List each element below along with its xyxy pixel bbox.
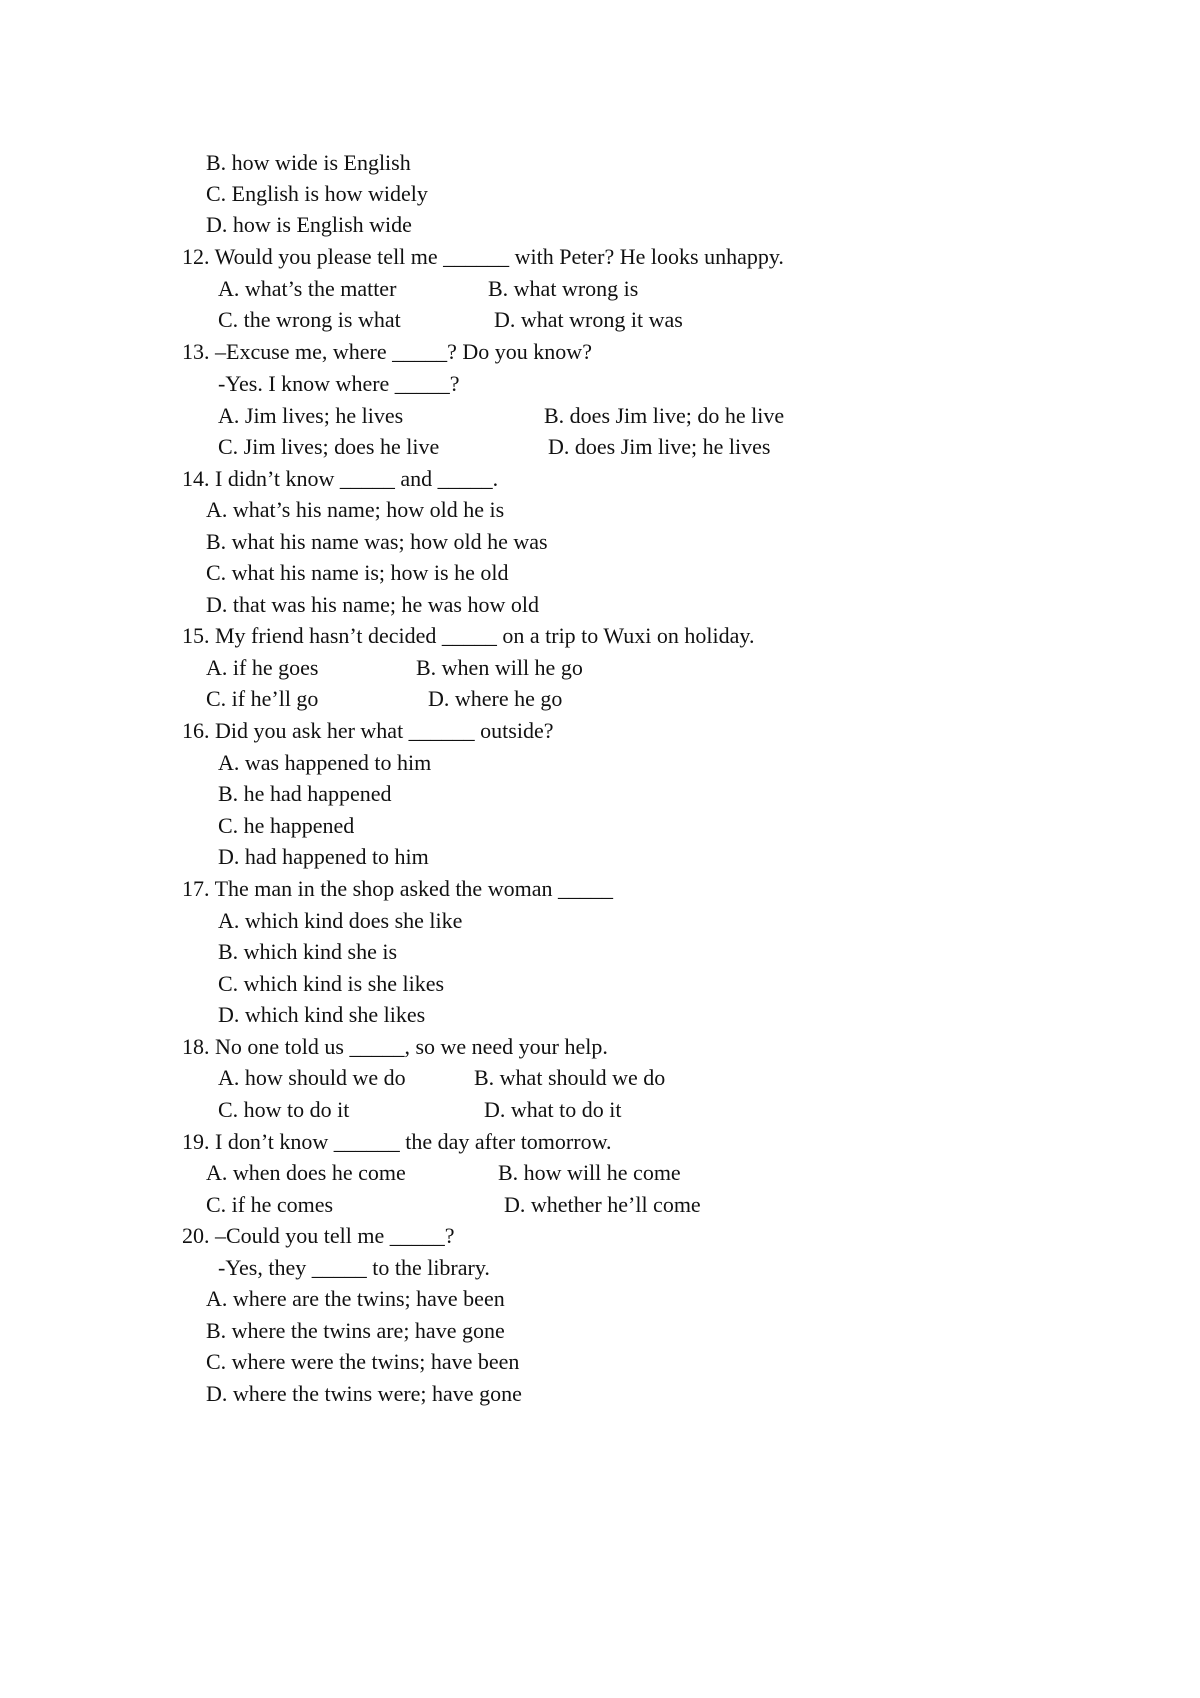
q20-stem-reply: -Yes, they _____ to the library.	[218, 1255, 490, 1280]
q12-option-b: B. what wrong is	[488, 276, 639, 301]
q13-option-d: D. does Jim live; he lives	[548, 434, 771, 459]
q13-option-b: B. does Jim live; do he live	[544, 403, 785, 428]
q16-option-c: C. he happened	[218, 813, 355, 838]
q15-option-c: C. if he’ll go	[206, 686, 319, 711]
q13-option-a: A. Jim lives; he lives	[218, 403, 404, 428]
q12-stem: 12. Would you please tell me ______ with Peter? He looks unhappy.	[182, 244, 784, 269]
q13-stem-reply: -Yes. I know where _____?	[218, 371, 460, 396]
q20-option-b: B. where the twins are; have gone	[206, 1318, 505, 1343]
q18-stem: 18. No one told us _____, so we need your help.	[182, 1034, 608, 1059]
q11-option-b: B. how wide is English	[206, 150, 411, 175]
q18-option-d: D. what to do it	[484, 1097, 622, 1122]
q20-stem: 20. –Could you tell me _____?	[182, 1223, 455, 1248]
q17-option-a: A. which kind does she like	[218, 908, 463, 933]
q17-option-c: C. which kind is she likes	[218, 971, 445, 996]
q16-stem: 16. Did you ask her what ______ outside?	[182, 718, 554, 743]
q16-option-b: B. he had happened	[218, 781, 392, 806]
q18-option-a: A. how should we do	[218, 1065, 406, 1090]
q13-option-c: C. Jim lives; does he live	[218, 434, 440, 459]
q17-option-b: B. which kind she is	[218, 939, 398, 964]
q19-option-a: A. when does he come	[206, 1160, 406, 1185]
q11-option-d: D. how is English wide	[206, 212, 412, 237]
q17-option-d: D. which kind she likes	[218, 1002, 426, 1027]
q19-stem: 19. I don’t know ______ the day after tomorrow.	[182, 1129, 612, 1154]
q16-option-d: D. had happened to him	[218, 844, 429, 869]
q12-option-a: A. what’s the matter	[218, 276, 397, 301]
q19-option-c: C. if he comes	[206, 1192, 334, 1217]
q18-option-b: B. what should we do	[474, 1065, 666, 1090]
q15-option-b: B. when will he go	[416, 655, 583, 680]
q12-option-c: C. the wrong is what	[218, 307, 401, 332]
q20-option-c: C. where were the twins; have been	[206, 1349, 520, 1374]
q11-option-c: C. English is how widely	[206, 181, 428, 206]
q14-stem: 14. I didn’t know _____ and _____.	[182, 466, 499, 491]
q15-stem: 15. My friend hasn’t decided _____ on a trip to Wuxi on holiday.	[182, 623, 755, 648]
q20-option-d: D. where the twins were; have gone	[206, 1381, 522, 1406]
q12-option-d: D. what wrong it was	[494, 307, 683, 332]
q15-option-a: A. if he goes	[206, 655, 319, 680]
q19-option-d: D. whether he’ll come	[504, 1192, 701, 1217]
q14-option-a: A. what’s his name; how old he is	[206, 497, 505, 522]
q20-option-a: A. where are the twins; have been	[206, 1286, 505, 1311]
q18-option-c: C. how to do it	[218, 1097, 350, 1122]
q16-option-a: A. was happened to him	[218, 750, 432, 775]
q19-option-b: B. how will he come	[498, 1160, 681, 1185]
q15-option-d: D. where he go	[428, 686, 563, 711]
q14-option-c: C. what his name is; how is he old	[206, 560, 509, 585]
q17-stem: 17. The man in the shop asked the woman _____	[182, 876, 613, 901]
q14-option-b: B. what his name was; how old he was	[206, 529, 548, 554]
q14-option-d: D. that was his name; he was how old	[206, 592, 539, 617]
q13-stem: 13. –Excuse me, where _____? Do you know?	[182, 339, 592, 364]
